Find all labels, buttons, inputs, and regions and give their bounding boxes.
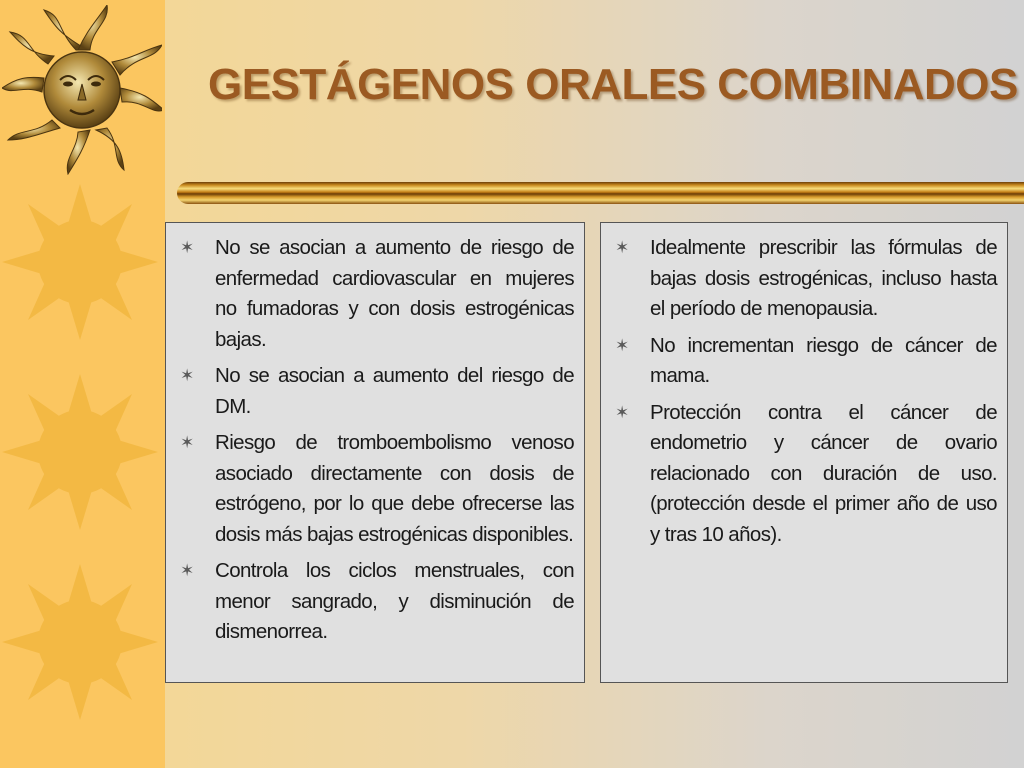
star-bullet-icon: ✶ xyxy=(615,402,629,422)
list-item xyxy=(180,428,574,550)
slide-title: GESTÁGENOS ORALES COMBINADOS xyxy=(208,60,1018,109)
list-item-text: Protección contra el cáncer de endometrio y cáncer de ovario relacionado con duración de uso. (protección desde el primer año de uso y tras 10 años). xyxy=(650,400,997,546)
star-bullet-icon: ✶ xyxy=(180,366,194,385)
list-item-text: No se asocian a aumento del riesgo de DM. xyxy=(215,364,574,418)
star-bullet-icon: ✶ xyxy=(615,335,629,355)
sun-icon xyxy=(0,372,160,532)
star-bullet-icon: ✶ xyxy=(180,238,194,257)
metal-sun-face-icon xyxy=(2,5,162,175)
list-item xyxy=(615,331,997,392)
list-item-text: No incrementan riesgo de cáncer de mama. xyxy=(650,333,997,387)
right-content-box xyxy=(600,222,1008,683)
list-item-text: Idealmente prescribir las fórmulas de bajas dosis estrogénicas, incluso hasta el período de menopausia. xyxy=(650,236,997,320)
list-item xyxy=(180,233,574,355)
list-item xyxy=(180,361,574,422)
list-item-text: Controla los ciclos menstruales, con menor sangrado, y disminución de dismenorrea. xyxy=(215,559,574,643)
title-divider-bar xyxy=(177,182,1024,204)
left-content-box xyxy=(165,222,585,683)
list-item-text: No se asocian a aumento de riesgo de enfermedad cardiovascular en mujeres no fumadoras y con dosis estrogénicas bajas. xyxy=(215,236,574,351)
list-item xyxy=(180,556,574,648)
star-bullet-icon: ✶ xyxy=(180,433,194,452)
list-item-text: Riesgo de tromboembolismo venoso asociado directamente con dosis de estrógeno, por lo que debe ofrecerse las dosis más bajas estrogénicas disponibles. xyxy=(215,431,574,546)
list-item xyxy=(615,233,997,325)
list-item xyxy=(615,398,997,551)
sun-icon xyxy=(0,562,160,722)
star-bullet-icon: ✶ xyxy=(615,238,629,257)
sun-icon xyxy=(0,182,160,342)
star-bullet-icon: ✶ xyxy=(180,561,194,580)
